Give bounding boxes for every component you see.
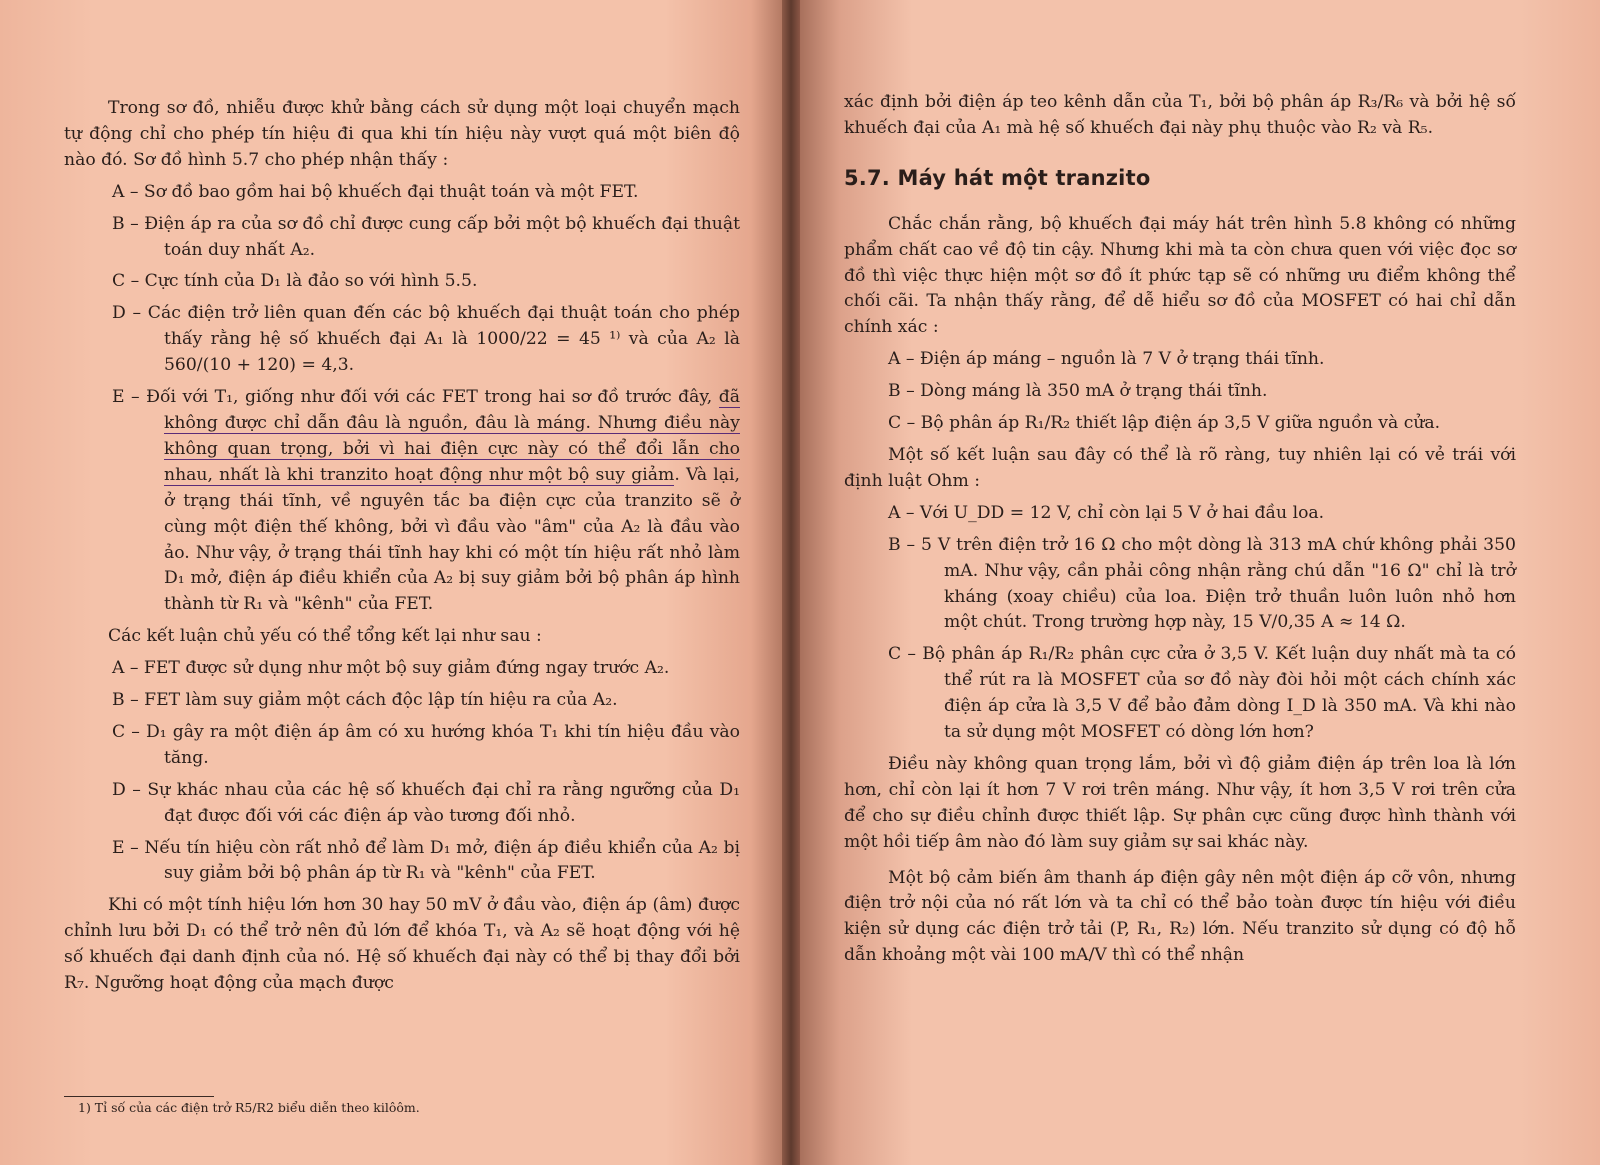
intro-paragraph: Trong sơ đồ, nhiễu được khử bằng cách sử dụng một loại chuyển mạch tự động chỉ cho phép tín hiệu đi qua khi tín hiệu này vượt quá một biên độ nào đó. Sơ đồ hình 5.7 cho phép nhận thấy : [64, 98, 740, 170]
list-item: C – Bộ phân áp R₁/R₂ phân cực cửa ở 3,5 V. Kết luận duy nhất mà ta có thể rút ra là MOSFET của sơ đồ này đòi hỏi một cách chính xác điện áp cửa là 3,5 V để bảo đảm dòng I_D là 350 mA. Và khi nào ta sử dụng một MOSFET có dòng lớn hơn? [888, 644, 1516, 743]
paragraph: Một số kết luận sau đây có thể là rõ ràng, tuy nhiên lại có vẻ trái với định luật Ohm : [844, 444, 1516, 491]
conclusion-item: E – Nếu tín hiệu còn rất nhỏ để làm D₁ mở, điện áp điều khiển của A₂ bị suy giảm bởi bộ phân áp từ R₁ và "kênh" của FET. [112, 837, 740, 884]
list-item: D – Các điện trở liên quan đến các bộ khuếch đại thuật toán cho phép thấy rằng hệ số khuếch đại A₁ là 1000/22 = 45 ¹⁾ và của A₂ là 560/(10 + 120) = 4,3. [112, 303, 740, 376]
paragraph: Chắc chắn rằng, bộ khuếch đại máy hát trên hình 5.8 không có những phẩm chất cao về độ tin cậy. Nhưng khi mà ta còn chưa quen với việc đọc sơ đồ thì việc thực hiện một sơ đồ ít phức tạp sẽ có những ưu điểm không thể chối cãi. Ta nhận thấy rằng, để dễ hiểu sơ đồ của MOSFET có hai chỉ dẫn chính xác : [844, 213, 1516, 338]
right-text-column [844, 90, 1516, 969]
list-item: A – Điện áp máng – nguồn là 7 V ở trạng thái tĩnh. [888, 349, 1325, 370]
closing-paragraph: Khi có một tính hiệu lớn hơn 30 hay 50 mV ở đầu vào, điện áp (âm) được chỉnh lưu bởi D₁ có thể trở nên đủ lớn để khóa T₁, và A₂ sẽ hoạt động với hệ số khuếch đại danh định của nó. Hệ số khuếch đại này có thể bị thay đổi bởi R₇. Ngưỡng hoạt động của mạch được [64, 895, 740, 994]
right-page [800, 0, 1600, 1165]
list-item: C – Bộ phân áp R₁/R₂ thiết lập điện áp 3,5 V giữa nguồn và cửa. [888, 413, 1441, 434]
book-gutter [782, 0, 800, 1165]
continuation-paragraph: xác định bởi điện áp teo kênh dẫn của T₁, bởi bộ phân áp R₃/R₆ và bởi hệ số khuếch đại của A₁ mà hệ số khuếch đại này phụ thuộc vào R₂ và R₅. [844, 92, 1516, 138]
section-heading: 5.7. Máy hát một tranzito [844, 165, 1151, 190]
list-item: C – Cực tính của D₁ là đảo so với hình 5.5. [112, 271, 478, 292]
conclusion-item: B – FET làm suy giảm một cách độc lập tín hiệu ra của A₂. [112, 690, 618, 711]
paragraph: Một bộ cảm biến âm thanh áp điện gây nên một điện áp cỡ vôn, nhưng điện trở nội của nó rất lớn và ta chỉ có thể bảo toàn được tín hiệu với điều kiện sử dụng các điện trở tải (P, R₁, R₂) lớn. Nếu tranzito sử dụng có độ hỗ dẫn khoảng một vài 100 mA/V thì có thể nhận [844, 867, 1516, 966]
list-item: B – Điện áp ra của sơ đồ chỉ được cung cấp bởi một bộ khuếch đại thuật toán duy nhất A₂. [112, 213, 740, 260]
list-item: A – Sơ đồ bao gồm hai bộ khuếch đại thuật toán và một FET. [112, 181, 639, 202]
list-item: B – 5 V trên điện trở 16 Ω cho một dòng là 313 mA chứ không phải 350 mA. Như vậy, cần phải công nhận rằng chú dẫn "16 Ω" chỉ là trở kháng (xoay chiều) của loa. Điện trở thuần luôn luôn nhỏ hơn một chút. Trong trường hợp này, 15 V/0,35 A ≈ 14 Ω. [888, 534, 1516, 633]
conclusion-item: A – FET được sử dụng như một bộ suy giảm đứng ngay trước A₂. [112, 658, 670, 679]
item-e-start: E – Đối với T₁, giống như đối với các FET trong hai sơ đồ trước đây, [112, 387, 719, 408]
list-item: B – Dòng máng là 350 mA ở trạng thái tĩnh. [888, 381, 1268, 402]
underlined-passage: đã không được chỉ dẫn đâu là nguồn, đâu là máng. Nhưng điều này không quan trọng, bởi vì hai điện cực này có thể đổi lẫn cho nhau, nhất là khi tranzito hoạt động như một bộ suy giảm [164, 387, 740, 485]
list-item: A – Với U_DD = 12 V, chỉ còn lại 5 V ở hai đầu loa. [888, 502, 1325, 523]
conclusion-item: D – Sự khác nhau của các hệ số khuếch đại chỉ ra rằng ngưỡng của D₁ đạt được đối với các điện áp vào tương đối nhỏ. [112, 779, 740, 826]
list-item-e [64, 385, 740, 618]
conclusion-item: C – D₁ gây ra một điện áp âm có xu hướng khóa T₁ khi tín hiệu đầu vào tăng. [112, 721, 740, 768]
conclusion-intro: Các kết luận chủ yếu có thể tổng kết lại như sau : [108, 626, 542, 647]
left-page [0, 0, 782, 1165]
item-e-rest: . Và lại, ở trạng thái tĩnh, về nguyên tắc ba điện cực của tranzito sẽ ở cùng một điện thế không, bởi vì đầu vào "âm" của A₂ là đầu vào ảo. Như vậy, ở trạng thái tĩnh hay khi có một tín hiệu rất nhỏ làm D₁ mở, điện áp điều khiển của A₂ bị suy giảm bởi bộ phân áp hình thành từ R₁ và "kênh" của FET. [164, 464, 740, 615]
footnote-divider [64, 1096, 214, 1097]
paragraph: Điều này không quan trọng lắm, bởi vì độ giảm điện áp trên loa là lớn hơn, chỉ còn lại ít hơn 7 V rơi trên máng. Như vậy, ít hơn 3,5 V rơi trên cửa để cho sự điều chỉnh được thiết lập. Sự phân cực cũng được hình thành với một hồi tiếp âm nào đó làm suy giảm sự sai khác này. [844, 753, 1516, 852]
footnote: 1) Tỉ số của các điện trở R5/R2 biểu diễn theo kilôôm. [78, 1100, 420, 1115]
left-text-column [64, 96, 740, 997]
